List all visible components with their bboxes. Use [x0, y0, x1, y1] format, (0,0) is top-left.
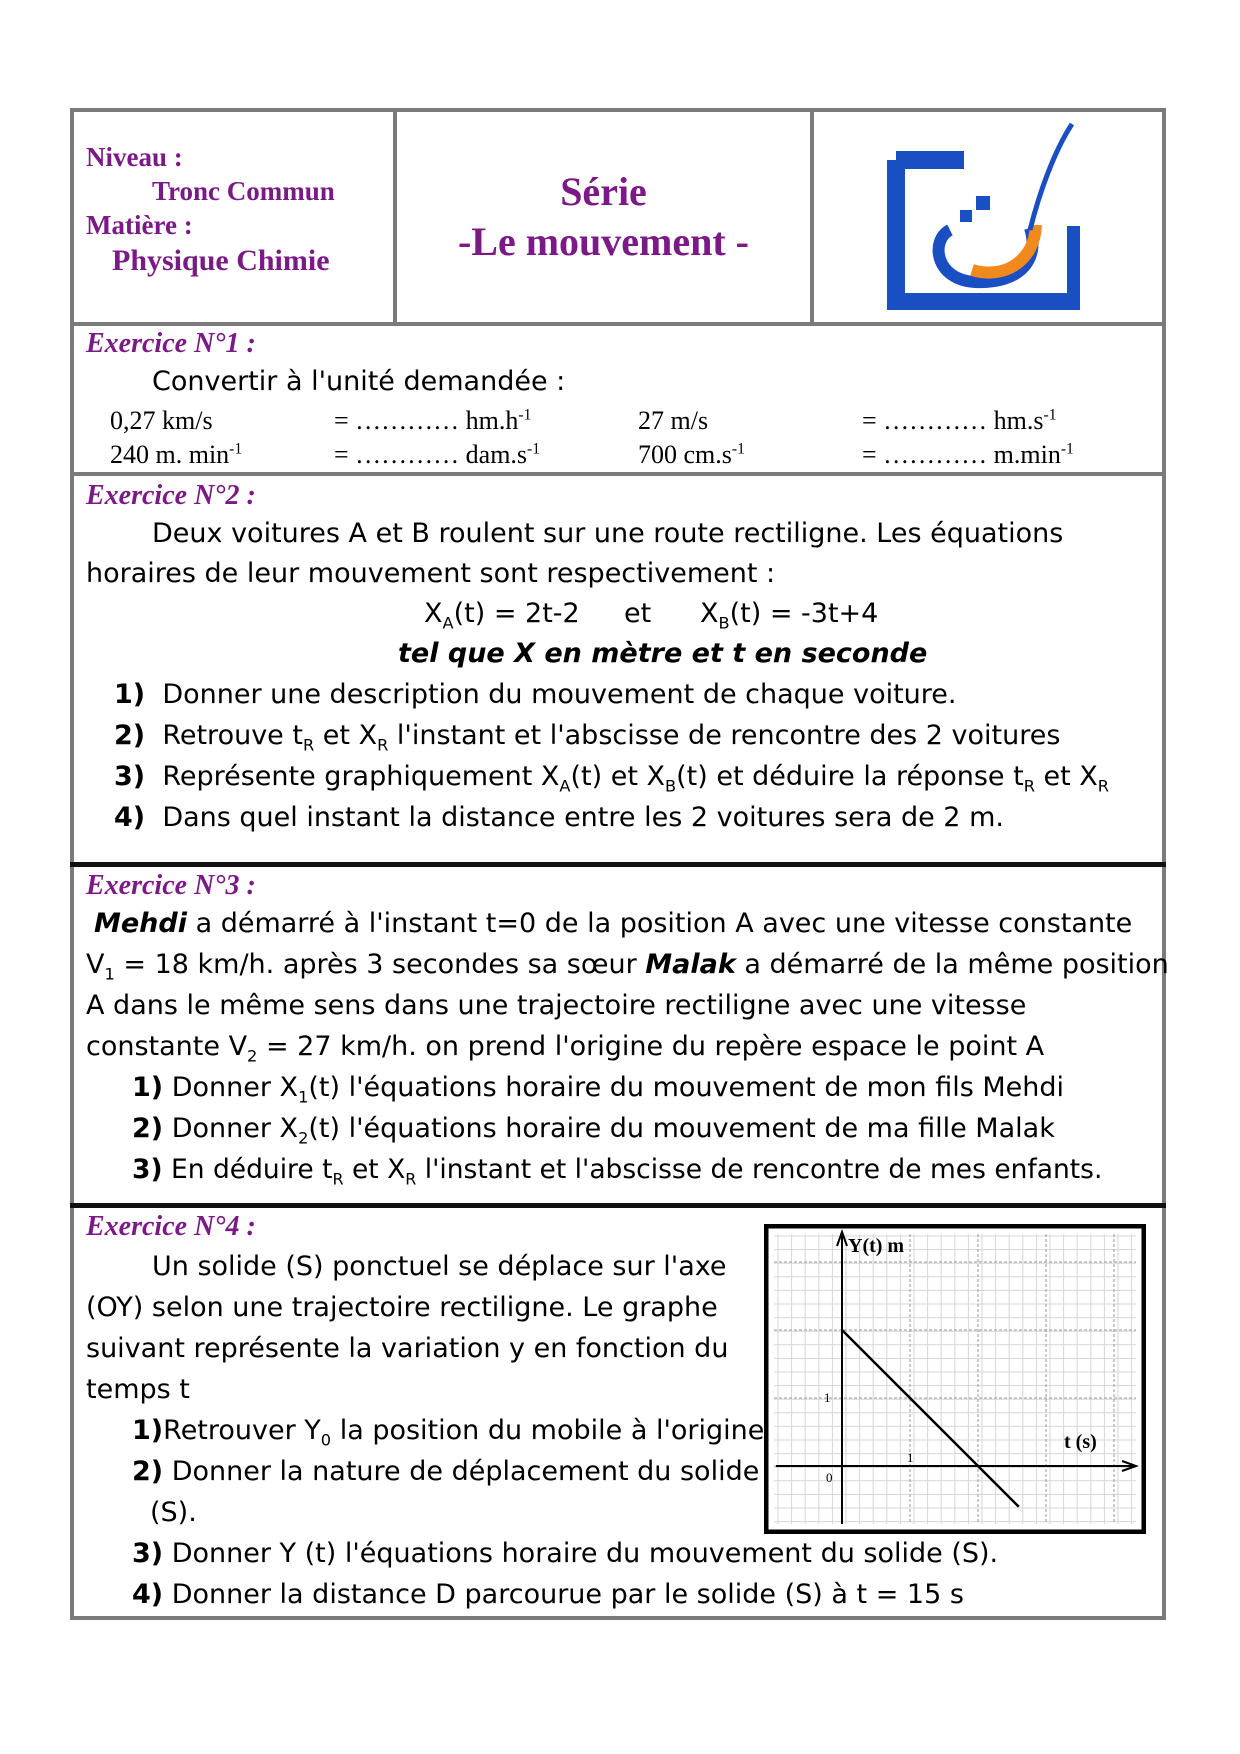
ex2-q3: 3) Représente graphiquement $X_A(t)$ et $X_B(t)$ et déduire la réponse $t_R$ et $X_R$ [114, 761, 1110, 796]
ex4-q4: 4) Donner la distance D parcourue par le solide (S) à t = 15 s [132, 1579, 964, 1610]
ex2-equation-a: $X_A(t) = 2t-2$ [424, 598, 580, 633]
ex3-line3: A dans le même sens dans une trajectoire rectiligne avec une vitesse [86, 990, 1027, 1021]
ex1-intro: Convertir à l'unité demandée : [152, 366, 566, 397]
ex1-r1-a-right: = ………… $hm.h^{-1}$ [334, 406, 532, 435]
ex1-r2-b-right: = ………… $m.\min^{-1}$ [862, 440, 1074, 469]
ex2-q1: 1) Donner une description du mouvement de chaque voiture. [114, 679, 957, 710]
ex3-title: Exercice N°3 : [86, 870, 256, 901]
x-axis-label: t (s) [1064, 1431, 1097, 1453]
ex4-line4: temps t [86, 1374, 190, 1405]
ex2-et: et [624, 598, 652, 629]
ex4-q1: 1)Retrouver $Y_0$ la position du mobile à l'origine [132, 1415, 765, 1450]
ex4-line1: Un solide (S) ponctuel se déplace sur l'axe [152, 1251, 727, 1282]
ex2-note: tel que X en mètre et t en seconde [398, 638, 928, 669]
niveau-value: Tronc Commun [152, 176, 335, 206]
divider-header [70, 322, 1166, 326]
ex3-q3: 3) En déduire $t_R$ et $X_R$ l'instant et l'abscisse de rencontre de mes enfants. [132, 1154, 1103, 1189]
ex3-q1: 1) Donner $X_1(t)$ l'équations horaire du mouvement de mon fils Mehdi [132, 1072, 1065, 1107]
ex2-q2: 2) Retrouve $t_R$ et $X_R$ l'instant et l'abscisse de rencontre des 2 voitures [114, 720, 1061, 755]
matiere-value: Physique Chimie [112, 244, 330, 277]
ex1-r2-a-left: 240 m. $\min^{-1}$ [110, 440, 243, 469]
ex4-line3: suivant représente la variation y en fonction du [86, 1333, 729, 1364]
ex2-line1: Deux voitures A et B roulent sur une route rectiligne. Les équations [152, 518, 1064, 549]
divider-ex1 [70, 472, 1166, 476]
school-logo [880, 120, 1080, 310]
ex4-q2-cont: (S). [150, 1497, 197, 1528]
ex3-q2: 2) Donner $X_2(t)$ l'équations horaire du mouvement de ma fille Malak [132, 1113, 1055, 1148]
ex1-r2-b-left: 700 $cm.s^{-1}$ [638, 440, 745, 469]
tick-label-origin: 0 [826, 1470, 833, 1485]
serie-title: Série [560, 169, 647, 214]
ex4-q3: 3) Donner Y (t) l'équations horaire du mouvement du solide (S). [132, 1538, 999, 1569]
ex3-line2: $V_1 = 18$ km/h. après 3 secondes sa sœur Malak a démarré de la même position [86, 949, 1169, 984]
ex2-line2: horaires de leur mouvement sont respectivement : [86, 558, 776, 589]
matiere-label: Matière : [86, 210, 193, 240]
tick-label-x1: 1 [907, 1450, 914, 1465]
position-time-graph [764, 1224, 1146, 1534]
ex1-r1-a-left: 0,27 km/s [110, 406, 213, 435]
divider-ex3 [70, 1203, 1166, 1208]
ex1-r1-b-right: = ………… $hm.s^{-1}$ [862, 406, 1057, 435]
tick-label-y1: 1 [824, 1390, 831, 1405]
ex1-title: Exercice N°1 : [86, 328, 256, 359]
ex1-r2-a-right: = ………… $dam.s^{-1}$ [334, 440, 541, 469]
header-divider-2 [810, 108, 814, 324]
header-divider-1 [393, 108, 397, 324]
ex2-equation-b: $X_B(t) = -3t+4$ [700, 598, 879, 633]
ex2-title: Exercice N°2 : [86, 480, 256, 511]
ex2-q4: 4) Dans quel instant la distance entre les 2 voitures sera de 2 m. [114, 802, 1004, 833]
ex4-q2: 2) Donner la nature de déplacement du solide [132, 1456, 760, 1487]
ex3-line4: constante $V_2 = 27$ km/h. on prend l'origine du repère espace le point A [86, 1031, 1045, 1066]
subject-title: -Le mouvement - [457, 219, 750, 264]
ex1-r1-b-left: 27 m/s [638, 406, 709, 435]
divider-ex2 [70, 862, 1166, 867]
y-axis-label: Y(t) m [848, 1235, 905, 1257]
niveau-label: Niveau : [86, 142, 183, 172]
ex4-line2: (OY) selon une trajectoire rectiligne. Le graphe [86, 1292, 718, 1323]
ex4-title: Exercice N°4 : [86, 1211, 256, 1242]
ex3-line1: Mehdi a démarré à l'instant t=0 de la position A avec une vitesse constante [94, 908, 1133, 939]
